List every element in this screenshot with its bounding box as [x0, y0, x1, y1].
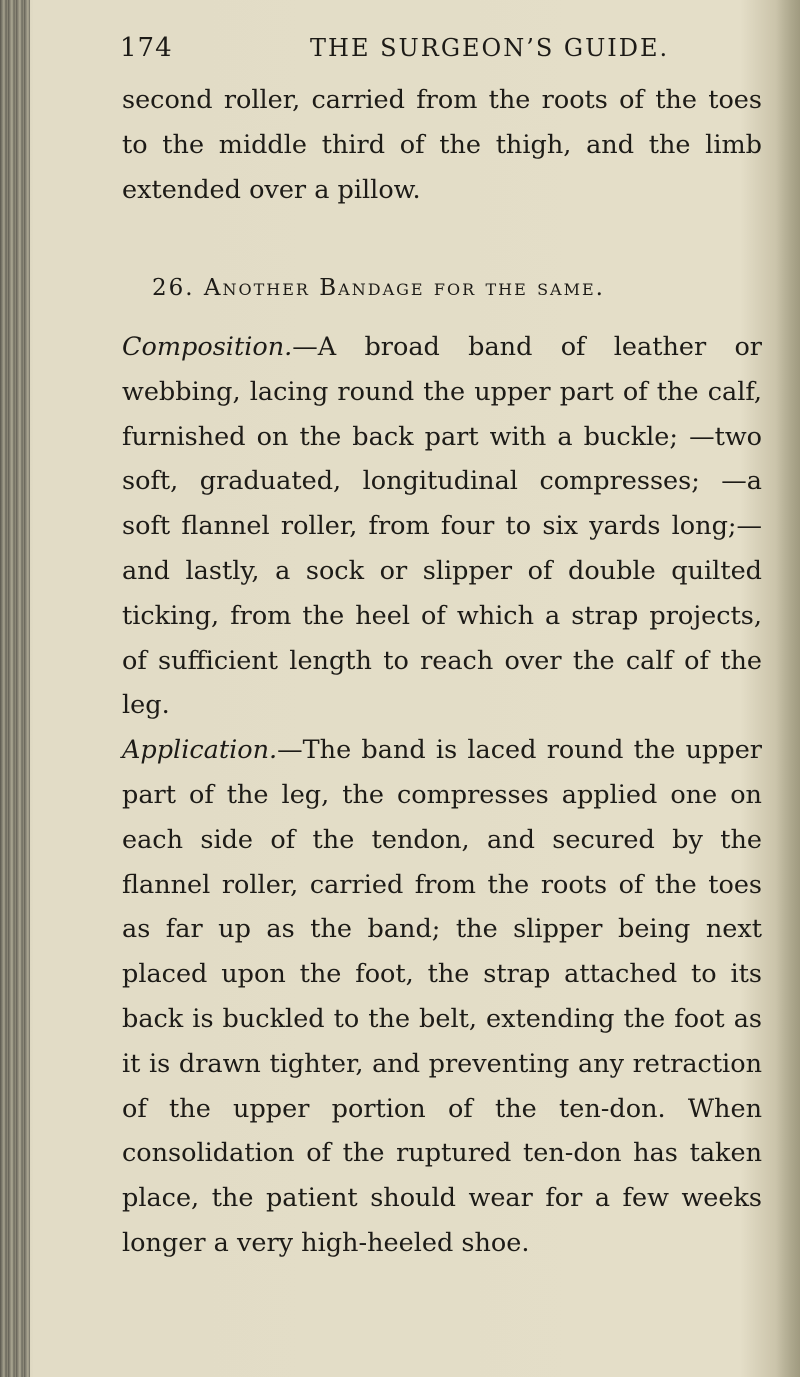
page-number: 174 [120, 33, 173, 63]
application-paragraph [122, 728, 762, 1266]
section-heading: 26. Another Bandage for the same. [152, 275, 605, 301]
application-label: Application. [122, 735, 278, 766]
text-line: extended over a pillow. [122, 174, 421, 205]
composition-paragraph [122, 325, 762, 728]
text-line: to the middle third of the thigh, and the limb [122, 129, 762, 160]
composition-label: Composition. [122, 332, 293, 362]
composition-text: —A broad band of leather or webbing, lacing round the upper part of the calf, furnished on the back part with a buckle; —two soft, graduated, longitudinal compresses; —a soft flannel roller, from four to six yards long;—and lastly, a sock or slipper of double quilted ticking, from the heel of which a strap projects, of sufficient length to reach over the calf of the leg. [122, 332, 762, 721]
page-binding-edge [0, 0, 30, 1377]
running-title: THE SURGEON’S GUIDE. [310, 34, 670, 62]
body-text [122, 325, 762, 1266]
paragraph-continuation [122, 78, 762, 212]
application-text: —The band is laced round the upper part of the leg, the compresses applied one on each side of the tendon, and secured by the flannel roller, carried from the roots of the toes as far up as the band; the slipper being next placed upon the foot, the strap attached to its back is buckled to the belt, extending the foot as it is drawn tighter, and preventing any retraction of the upper portion of the ten-don. When consolidation of the ruptured ten-don has taken place, the patient should wear for a few weeks longer a very high-heeled shoe. [122, 735, 762, 1258]
page-right-edge [776, 0, 800, 1377]
text-line: second roller, carried from the roots of the toes [122, 85, 762, 115]
page-header [120, 28, 760, 68]
